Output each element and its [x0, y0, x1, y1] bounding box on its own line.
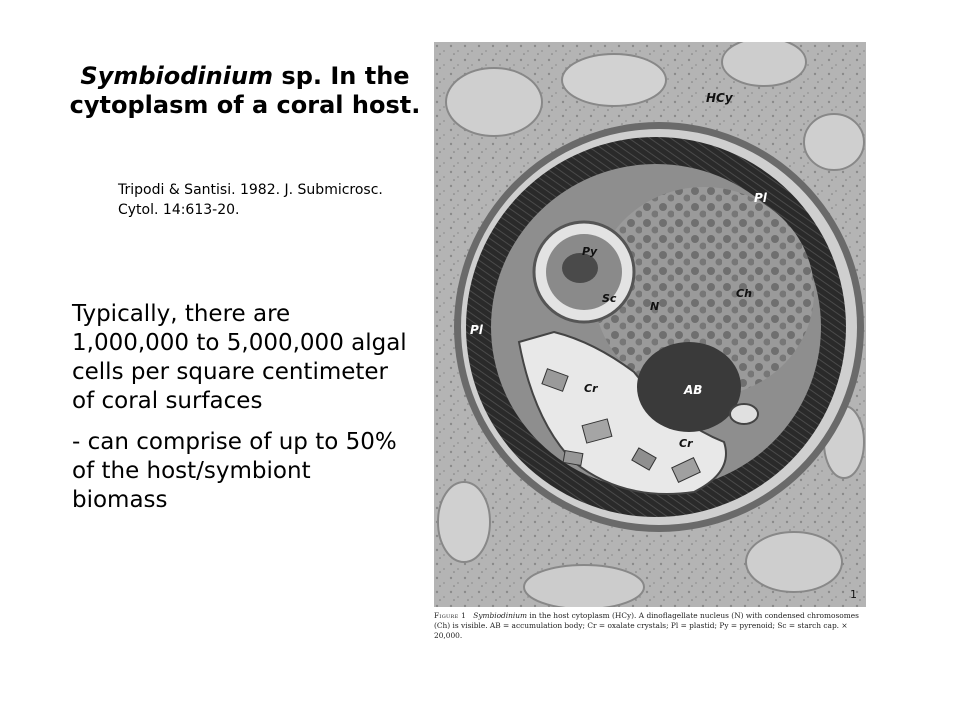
slide-title — [60, 62, 430, 120]
label-cr-1: Cr — [584, 382, 598, 395]
caption-label: Figure 1 — [434, 611, 467, 620]
body-text — [72, 300, 412, 527]
label-cr-2: Cr — [679, 437, 693, 450]
body-paragraph-1: Typically, there are 1,000,000 to 5,000,000 algal cells per square centimeter of coral surfaces — [72, 301, 407, 414]
label-n: N — [650, 300, 660, 313]
label-hcy: HCy — [706, 91, 733, 105]
caption-text: in the host cytoplasm (HCy). A dinoflagellate nucleus (N) with condensed chromosomes (Ch) is visible. AB = accumulation body; Cr = oxalate crystals; Pl = plastid; Py = pyrenoid; Sc = starch cap. × 20,000. — [434, 611, 859, 640]
citation: Tripodi & Santisi. 1982. J. Submicrosc. Cytol. 14:613-20. — [118, 182, 383, 218]
title-block — [60, 62, 430, 120]
label-sc: Sc — [602, 292, 617, 305]
label-py: Py — [582, 245, 598, 258]
caption-genus: Symbiodinium — [473, 611, 528, 620]
figure-number: 1 — [850, 588, 857, 601]
micrograph-figure — [434, 42, 866, 607]
label-ab: AB — [684, 383, 703, 397]
label-ch: Ch — [736, 287, 752, 300]
figure-caption — [434, 611, 866, 641]
title-genus: Symbiodinium — [80, 62, 274, 90]
title-rest: sp. In the cytoplasm of a coral host. — [69, 62, 421, 119]
micrograph-image — [434, 42, 866, 607]
body-paragraph-2: - can comprise of up to 50% of the host/symbiont biomass — [72, 429, 397, 513]
label-pl-left: Pl — [470, 323, 483, 337]
label-pl-top: Pl — [754, 191, 767, 205]
